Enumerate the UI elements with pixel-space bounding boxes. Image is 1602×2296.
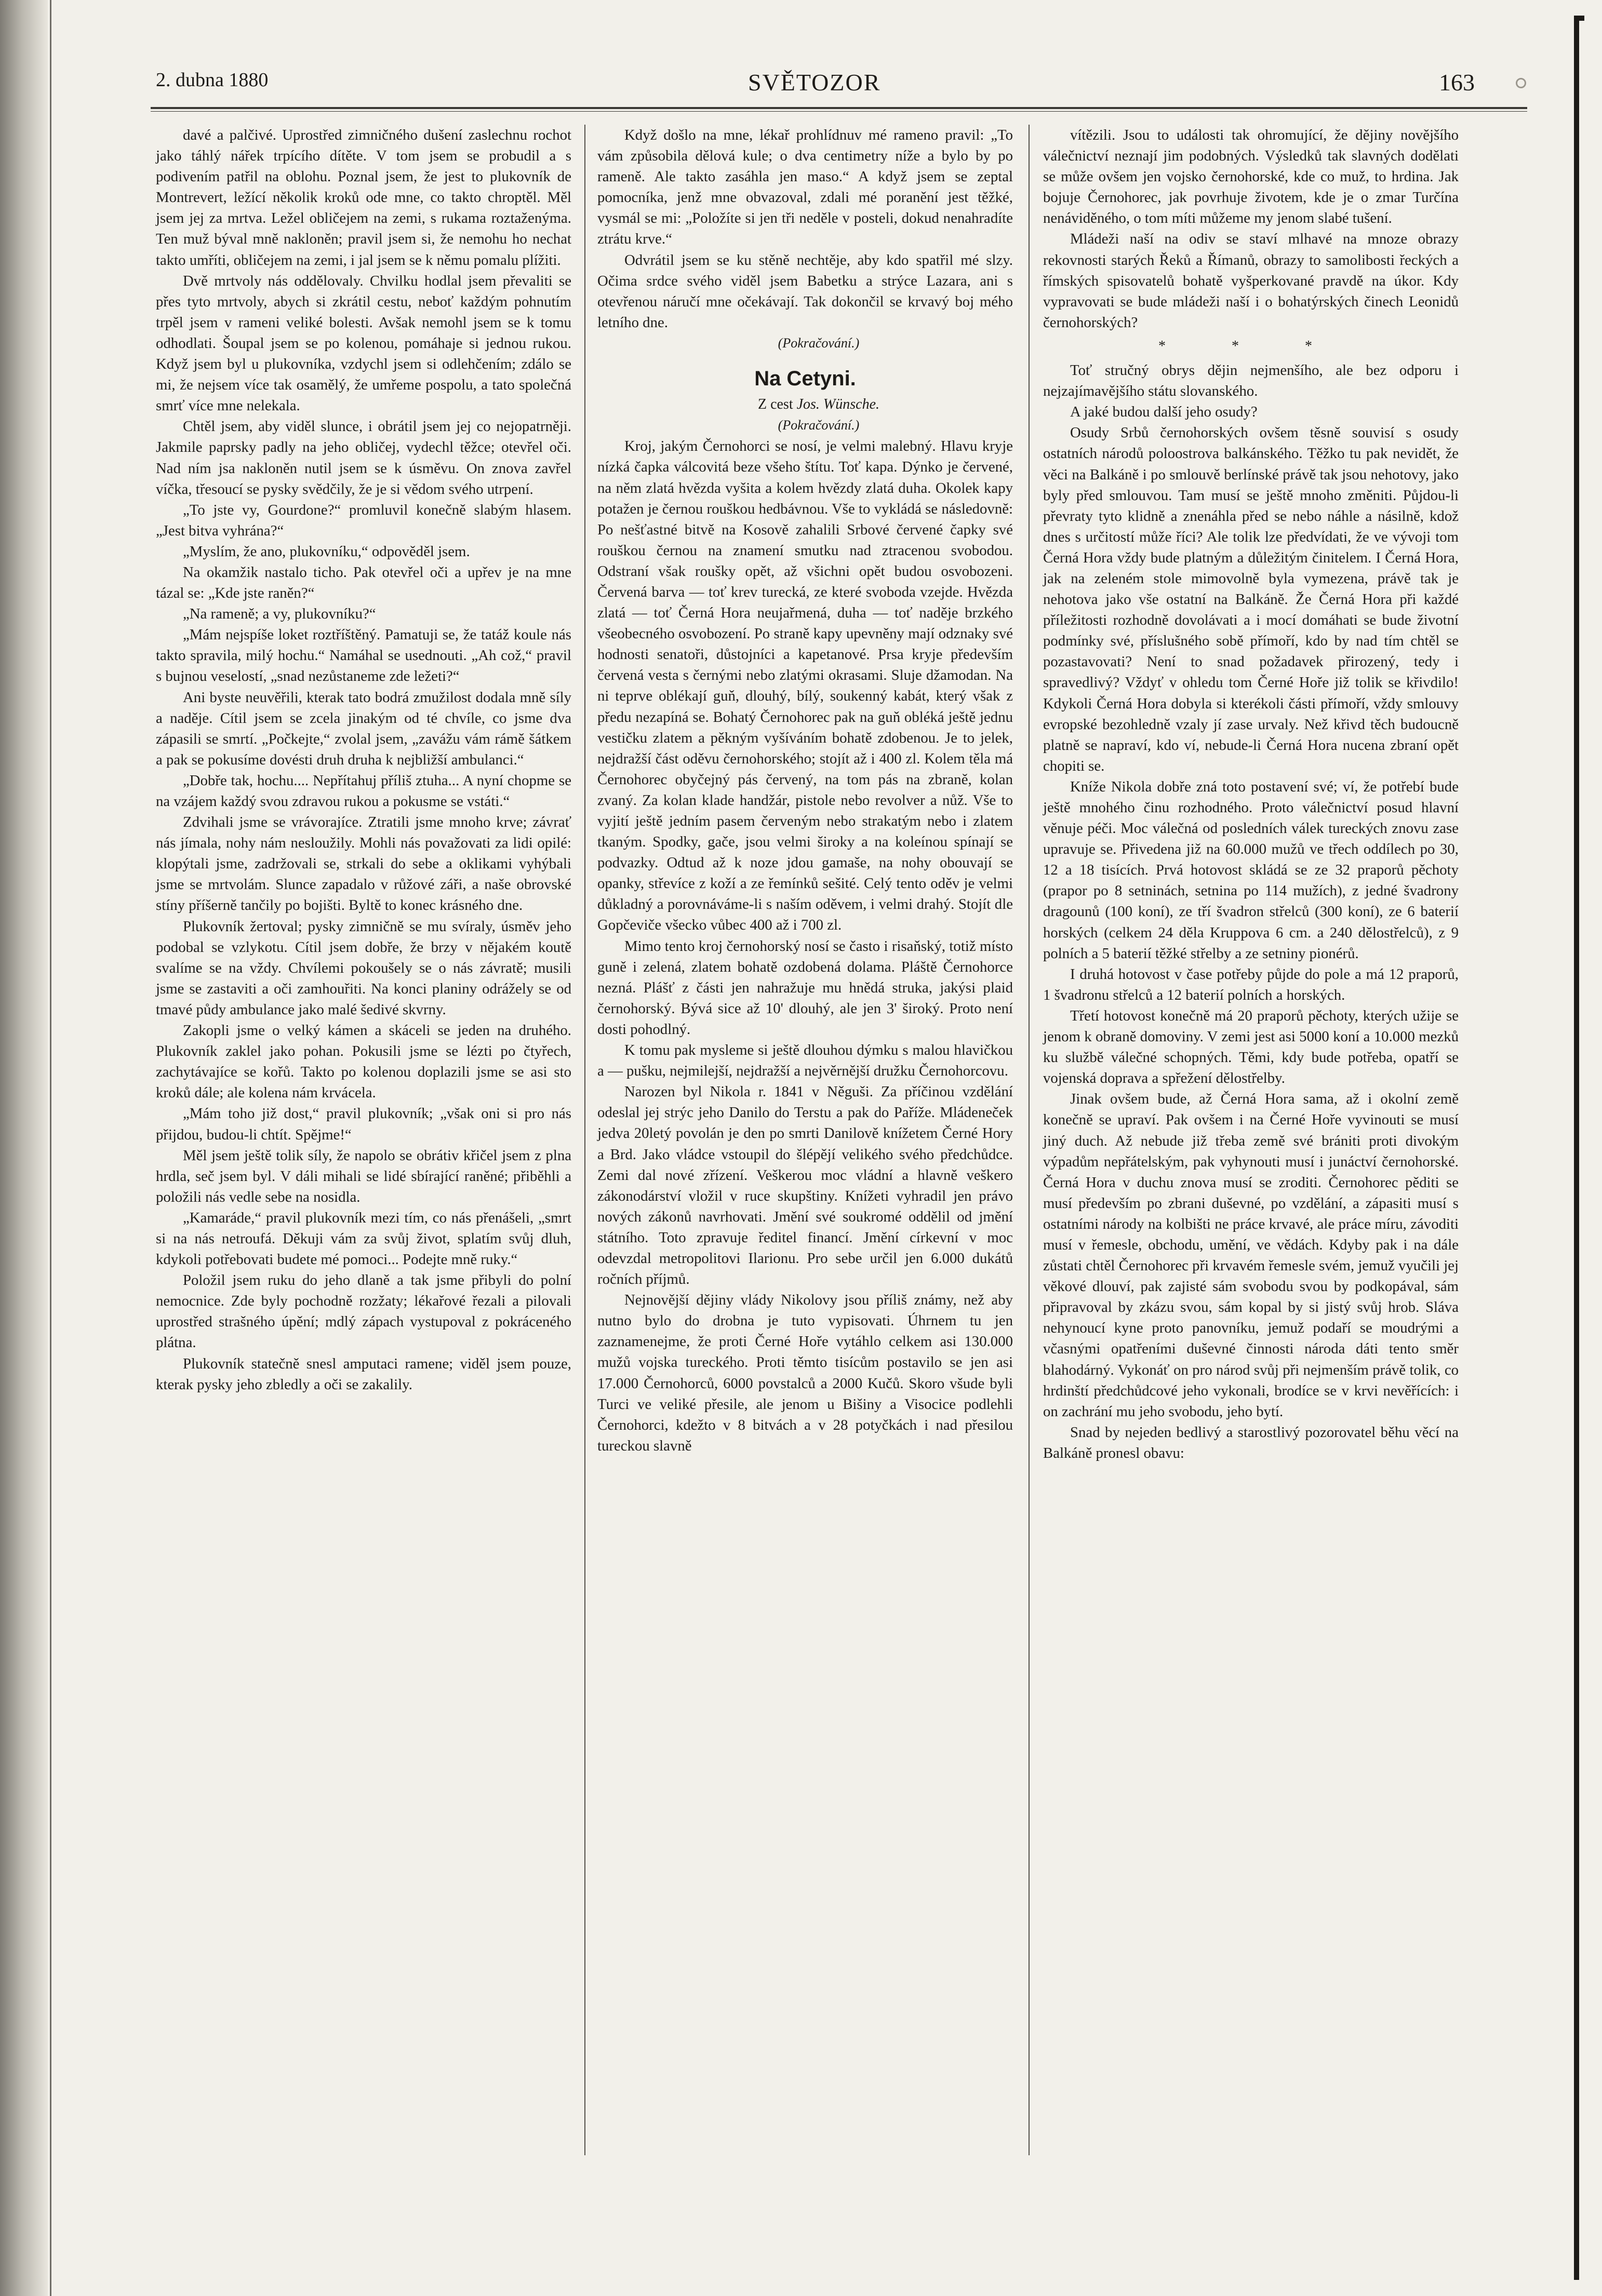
- header-rule: [151, 107, 1527, 109]
- paragraph: „Na rameně; a vy, plukovníku?“: [183, 606, 376, 623]
- column-1: [156, 125, 571, 1395]
- section-stars: * * *: [1158, 338, 1343, 354]
- paragraph: Zakopli jsme o velký kámen a skáceli se jeden na druhého. Plukovník zaklel jako pohan. Pokusili jsme se lézti po čtyřech, zachytávajíce se kořů. Takto po kolenou doplazili jsme se asi sto kroků dále; ale kolena nám krvácela.: [156, 1022, 571, 1102]
- paragraph: Toť stručný obrys dějin nejmenšího, ale bez odporu i nejzajímavějšího státu slovanského.: [1043, 362, 1459, 400]
- header-rule-thin: [151, 111, 1527, 112]
- paragraph: Kníže Nikola dobře zná toto postavení své; ví, že potřebí bude ještě mnohého činu rozhodného. Proto válečnictví posud hlavní věnuje péči. Moc válečná od posledních válek tureckých znovu zase upravuje se. Přivedena již na 60.000 mužů ve třech oddílech po 30, 12 a 18 tisících. Prvá hotovost skládá se ze 32 praporů pěchoty (prapor po 8 setninách, setnina po 114 mužích), z jedné švadrony dragounů (100 koní), ze tří švadron střelců (300 koní), ze 6 baterií horských (celkem 24 děla Kruppova 6 cm. a 240 dělostřelců), z 9 polních a 5 baterií těžké střelby a ze setniny pionérů.: [1043, 778, 1459, 962]
- column-divider-1: [584, 125, 585, 2155]
- paragraph: Jinak ovšem bude, až Černá Hora sama, až i okolní země konečně se upraví. Pak ovšem i na Černé Hoře vyvinouti se musí jiný duch. Až nebude již třeba země své brániti proti divokým výpadům nepřátelským, pak vyhynouti musí i junáctví černohorské. Černá Hora v duchu znova musí se zroditi. Černohorec pěditi se musí především po zbrani duševné, po vzdělání, a zápasiti musí s ostatními národy na kolbišti ne práce krvavé, ale práce míru, závoditi musí v řemesle, obchodu, umění, ve vědách. Kdyby pak i na dále zůstati chtěl Černohorec při krvavém řemesle svém, jemuž vyučili jej věkové dlouví, pak zajisté sám svobodu svou by podkopával, sám připravoval by zkázu svou, sám kopal by si jistý svůj hrob. Sláva nehynoucí kyne proto panovníku, jemuž podaří se moudrými a včasnými opatřeními duševné činnosti národa dáti tento směr blahodárný. Vykonáť on pro národ svůj při nejmenším právě tolik, co hrdinští předchůdcové jeho vykonali, brodíce se v krvi nevěřících: i on zachrání mu jeho svobodu, jeho bytí.: [1043, 1091, 1459, 1420]
- paragraph: Když došlo na mne, lékař prohlídnuv mé rameno pravil: „To vám způsobila dělová kule; o dva centimetry níže a bylo by po rameně. Ale takto zasáhla jen maso.“ A když jsem se zeptal pomocníka, jenž mne obvazoval, zdali mé poranění jest těžké, vysmál se mi: „Položíte si jen tři neděle v posteli, dokud nenahradíte ztrátu krve.“: [597, 127, 1013, 248]
- paragraph: Na okamžik nastalo ticho. Pak otevřel oči a upřev je na mne tázal se: „Kde jste raněn?“: [156, 563, 571, 602]
- paragraph: A jaké budou další jeho osudy?: [1070, 404, 1258, 421]
- paragraph: Chtěl jsem, aby viděl slunce, i obrátil jsem jej co nejopatrněji. Jakmile paprsky padly na jeho obličej, vydechl těžce; otevřel oči. Nad ním jsa nakloněn nutil jsem se k úsměvu. On znova zavřel víčka, třesoucí se pysky svědčily, že je si vědom svého utrpení.: [156, 418, 571, 498]
- paragraph: Položil jsem ruku do jeho dlaně a tak jsme přibyli do polní nemocnice. Zde byly pochodně rozžaty; lékařové řezali a pilovali uprostřed strašného úpění; mdlý zápach vystupoval z pokráceného plátna.: [156, 1272, 571, 1351]
- paragraph: „Kamaráde,“ pravil plukovník mezi tím, co nás přenášeli, „smrt si na nás netroufá. Děkuji vám za svůj život, splatím svůj dluh, kdykoli potřebovati budete mé pomoci... Podejte mně ruky.“: [156, 1209, 571, 1268]
- header-title: SVĚTOZOR: [748, 69, 881, 96]
- byline-author: Jos. Wünsche.: [796, 396, 880, 413]
- paragraph: Ani byste neuvěřili, kterak tato bodrá zmužilost dodala mně síly a naděje. Cítil jsem se zcela jinakým od té chvíle, co jsme dva zápasili se smrtí. „Počkejte,“ zvolal jsem, „zavážu vám rámě šátkem a pak se pokusíme dovésti druh druha k nejbližší ambulanci.“: [156, 689, 571, 768]
- article-title: Na Cetyni.: [754, 367, 856, 391]
- paragraph: Osudy Srbů černohorských ovšem těsně souvisí s osudy ostatních národů poloostrova balkánského. Těžko tu pak nevidět, že věci na Balkáně i po smlouvě berlínské právě tak jsou nehotovy, jako byly před smlouvou. Tam musí se ještě mnoho změniti. Půjdou-li převraty tyto klidně a znenáhla před se nebo náhle a násilně, kdož dnes s určitostí může říci? Ale tolik lze předvídati, že ve vývoji tom Černá Hora vždy bude platným a důležitým činitelem. I Černá Hora, jak na zeleném stole mimovolně byla vymezena, právě tak je nehotova jako vše ostatní na Balkáně. Že Černá Hora při každé příležitosti rozhodně dovolávati a i mocí domáhati se bude životní podmínky své, příslušného sobě přímoří, kdo by nad tím chtěl se pozastavovati? Není to snad požadavek přirozený, tedy i spravedlivý? Vždyť v ohledu tom Černé Hoře již tolik se křivdilo! Kdykoli Černá Hora dobyla si kterékoli části přímoří, vždy smlouvy evropské bezohledně vzaly jí zase urvaly. Než křivd těch budoucně platně se napraví, kdo ví, nebude-li Černá Hora nucena zbraní opět chopiti se.: [1043, 424, 1459, 774]
- paragraph: Plukovník statečně snesl amputaci ramene; viděl jsem pouze, kterak pysky jeho zbledly a oči se zakalily.: [156, 1355, 571, 1393]
- paragraph: Odvrátil jsem se ku stěně nechtěje, aby kdo spatřil mé slzy. Očima srdce svého viděl jsem Babetku a strýce Lazara, ani s otevřenou náručí mne očekávají. Tak dokončil se krvavý boj mého letního dne.: [597, 251, 1013, 331]
- binding-line: [50, 0, 51, 2296]
- column-2: [597, 125, 1013, 1456]
- paragraph: „Myslím, že ano, plukovníku,“ odpověděl jsem.: [183, 543, 470, 560]
- article-body-closing: [1043, 360, 1459, 1463]
- paragraph: Snad by nejeden bedlivý a starostlivý pozorovatel běhu věcí na Balkáně pronesl obavu:: [1043, 1424, 1459, 1461]
- page-binding-edge: [0, 0, 48, 2296]
- page-hole-mark: [1516, 78, 1526, 88]
- paragraph: vítězili. Jsou to události tak ohromující, že dějiny novějšího válečnictví neznají jim podobných. Výsledků tak slavných dodělati se může ovšem jen vojsko černohorské, kde co muž, to hrdina. Jak bojuje Černohorec, jak povrhuje životem, kde je o zmar Turčína nenáviděného, o tom míti můžeme my jenom slabé tušení.: [1043, 127, 1459, 227]
- paragraph: „To jste vy, Gourdone?“ promluvil konečně slabým hlasem. „Jest bitva vyhrána?“: [156, 501, 571, 539]
- paragraph: Dvě mrtvoly nás oddělovaly. Chvilku hodlal jsem převaliti se přes tyto mrtvoly, abych si zkrátil cestu, neboť každým pohnutím trpěl jsem v rameni veliké bolesti. Avšak nemohl jsem se k tomu odhodlati. Šoupal jsem se po kolenou, pomáhaje si jednou rukou. Když jsem byl u plukovníka, vzdychl jsem si odlehčením; zdálo se mi, že nejsem více tak osamělý, že umřeme pospolu, a tato společná smrť více mne nelekala.: [156, 272, 571, 414]
- column-3: [1043, 125, 1459, 1463]
- paragraph: „Mám nejspíše loket roztříštěný. Pamatuji se, že tatáž koule nás takto spravila, milý hochu.“ Namáhal se usednouti. „Ah což,“ pravil s bujnou veselostí, „snad nezůstaneme zde ležeti?“: [156, 626, 571, 685]
- paragraph: Mimo tento kroj černohorský nosí se často i risaňský, totiž místo guně i zelená, zlatem bohatě ozdobená dolama. Pláště Černohorce nezná. Plášť z části jen nahražuje mu hnědá struka, jakýsi plaid černohorský. Bývá sice až 10' dlouhý, ale jen 3' široký. Proto není dosti pohodlný.: [597, 937, 1013, 1038]
- article-body-continued: [1043, 125, 1459, 333]
- paragraph: I druhá hotovost v čase potřeby půjde do pole a má 12 praporů, 1 švadronu střelců a 12 baterií polních a horských.: [1043, 965, 1459, 1003]
- article-continued-label: (Pokračování.): [778, 418, 860, 433]
- page-number: 163: [1439, 69, 1475, 96]
- paragraph: Kroj, jakým Černohorci se nosí, je velmi malebný. Hlavu kryje nízká čapka válcovitá beze všeho štítu. Toť kapa. Dýnko je červené, na něm zlatá hvězda vyšita a kolem hvězdy zlatá duha. Okolek kapy potažen je černou rouškou hedbávnou. Vše to vykládá se následovně: Po nešťastné bitvě na Kosově zahalili Srbové červené čapky své rouškou černou na znamení smutku nad ztracenou svobodou. Odstraní však roušky opět, až všichni opět budou osvobozeni. Červená barva — toť krev turecká, ze které svoboda vzejde. Hvězda zlatá — toť Černá Hora neujařmená, duha — toť naděje brzkého všeobecného osvobození. Po straně kapy upevněny mají odznaky své hodnosti senatoři, důstojníci a kapetanové. Prsa kryje především červená vesta s černými nebo zlatými okrasami. Sluje džamodan. Na ni teprve oblékají guň, dlouhý, bílý, soukenný kabát, který však z předu nezapíná se. Bohatý Černohorec pak na guň obléká ještě jednu vestičku zlatem a pěkným vyšíváním bohatě zdobenou. Je to jelek, nejdražší část oděvu černohorského; stojít až i 400 zl. Kolem těla má Černohorec obyčejný pás červený, na tom pás na zbraně, kolan zvaný. Za kolan klade handžár, pistole nebo revolver a nůž. Vše to vyjití ještě jedním pasem červeným nebo strakatým nebo i zlatem tkaným. Spodky, gače, jsou velmi široky a na koleínou spínají se podvazky. Odtud až k noze jdou gamaše, na nohy obouvají se opanky, střevíce z koží a ze řemínků sešité. Celý tento oděv je velmi důkladný a porovnáváme-li s naším oděvem, i velmi drahý. Stojít dle Gopčeviče všecko vůbec 400 až i 700 zl.: [597, 438, 1013, 934]
- byline-prefix: Z cest: [757, 396, 793, 413]
- paragraph: Měl jsem ještě tolik síly, že napolo se obrátiv křičel jsem z plna hrdla, seč jsem byl. V dáli mihali se lidé sbírající raněné; přiběhli a položili nás vedle sebe na nosidla.: [156, 1147, 571, 1205]
- paragraph: Zdvihali jsme se vrávorajíce. Ztratili jsme mnoho krve; závrať nás jímala, nohy nám nesloužily. Mohli nás považovati za lidi opilé: klopýtali jsme, zadržovali se, strkali do sebe a oklikami vyhýbali jsme se mrtvolám. Slunce zapadalo v růžové záři, a naše obrovské stíny příšerně tančily po bojišti. Byltě to konec krásného dne.: [156, 814, 571, 914]
- article-body: [597, 436, 1013, 1456]
- story-ending: [597, 125, 1013, 333]
- paragraph: Narozen byl Nikola r. 1841 v Něguši. Za příčinou vzdělání odeslal jej strýc jeho Danilo do Terstu a pak do Paříže. Mládeneček jedva 20letý povolán je den po smrti Danilově knížetem Černé Hory a Brd. Jako vládce vstoupil do šlépějí velikého svého předchůdce. Zemi dal nové zřízení. Veškerou moc vládní a hlavně veškero zákonodárství vložil v ruce skupštiny. Knížeti vyhradil jen právo nových zákonů navrhovati. Jmění své soukromé oddělil od jmění státního. Toto zpravuje ředitel financí. Jmění církevní v moc odevzdal metropolitovi Ilarionu. Pro sebe určil jen 6.000 dukátů ročních příjmů.: [597, 1083, 1013, 1288]
- paragraph: Plukovník žertoval; pysky zimničně se mu svíraly, úsměv jeho podobal se vzlykotu. Cítil jsem dobře, že brzy v nějakém koutě svalíme se na vždy. Chvílemi pokoušely se o nás závratě; musili jsme se zastaviti a oči zamhouřiti. Na konci planiny odrážely se od tmavé půdy ambulance jako malé šedivé skvrny.: [156, 918, 571, 1018]
- paragraph: Mládeži naší na odiv se staví mlhavé na mnoze obrazy rekovnosti starých Řeků a Římanů, obrazy to samolibosti řeckých a římských spisovatelů bohatě vyšperkované pravdě na úkor. Kdy vypravovati se bude mládeži naší i o bohatýrských činech Leonidů černohorských?: [1043, 231, 1459, 331]
- paragraph: davé a palčivé. Uprostřed zimničného dušení zaslechnu rochot jako táhlý nářek trpícího dítěte. V tom jsem se probudil a s podivením patřil na oblohu. Poznal jsem, že jest to plukovník de Montrevert, ležící několik kroků ode mne, co takto chroptěl. Měl jsem jej za mrtva. Ležel obličejem na zemi, s rukama roztaženýma. Ten muž býval mně nakloněn; pravil jsem si, že nemohu ho nechat takto umříti, obličejem na zemi, i jal jsem se k němu pomalu plížiti.: [156, 127, 571, 268]
- paragraph: Třetí hotovost konečně má 20 praporů pěchoty, kterých užije se jenom k obraně domoviny. V zemi jest asi 5000 koní a 10.000 mezků ku službě válečné schopných. Těmi, kdy bude potřeba, opatří se vojenská doprava a spřežení dělostřelby.: [1043, 1007, 1459, 1087]
- right-frame-bar: [1574, 16, 1579, 2280]
- article-byline: [597, 394, 1013, 415]
- paragraph: Nejnovější dějiny vlády Nikolovy jsou příliš známy, než aby nutno bylo do drobna je tuto vypisovati. Úhrnem tu jen zaznamenejme, že proti Černé Hoře vytáhlo celkem asi 130.000 mužů vojska tureckého. Proti těmto tisícům postavilo se jen asi 17.000 Černohorců, 6000 povstalců a 2000 Kučů. Skoro všude byli Turci ve veliké přesile, ale jenom u Bišiny a Visocice podlehli Černohorci, kdežto v 8 bitvách a v 28 potyčkách i nad přesilou tureckou slavně: [597, 1292, 1013, 1454]
- column-divider-2: [1029, 125, 1030, 2155]
- paragraph: „Mám toho již dost,“ pravil plukovník; „však oni si pro nás přijdou, budou-li chtít. Spějme!“: [156, 1105, 571, 1143]
- header-date: 2. dubna 1880: [156, 69, 269, 91]
- paragraph: K tomu pak mysleme si ještě dlouhou dýmku s malou hlavičkou a — pušku, nejmilejší, nejdražší a nejvěrnější družku Černohorcovu.: [597, 1042, 1013, 1080]
- continued-note: (Pokračování.): [778, 335, 860, 351]
- paragraph: „Dobře tak, hochu.... Nepřítahuj příliš ztuha... A nyní chopme se na vzájem každý svou zdravou rukou a pokusme se vstáti.“: [156, 772, 571, 810]
